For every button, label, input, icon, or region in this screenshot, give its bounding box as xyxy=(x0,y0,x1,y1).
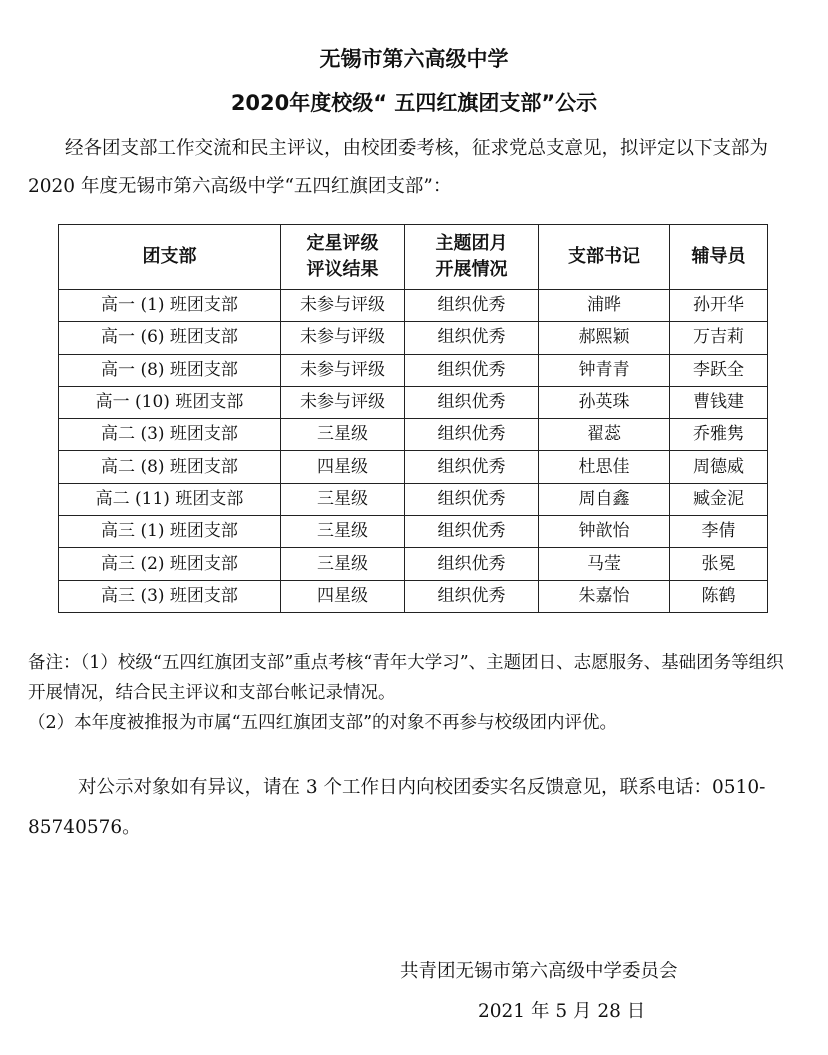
secretary-cell: 郝熙颖 xyxy=(539,322,670,354)
theme-month-cell: 组织优秀 xyxy=(405,419,539,451)
branch-cell: 高三 (2) 班团支部 xyxy=(59,548,281,580)
theme-month-cell: 组织优秀 xyxy=(405,354,539,386)
theme-month-cell: 组织优秀 xyxy=(405,290,539,322)
theme-month-cell: 组织优秀 xyxy=(405,322,539,354)
header-advisor: 辅导员 xyxy=(670,225,768,290)
table-row xyxy=(59,580,768,612)
star-rating-cell: 未参与评级 xyxy=(281,386,405,418)
star-rating-cell: 未参与评级 xyxy=(281,322,405,354)
table-row xyxy=(59,548,768,580)
secretary-cell: 周自鑫 xyxy=(539,483,670,515)
table-row xyxy=(59,322,768,354)
advisor-cell: 张冕 xyxy=(670,548,768,580)
table-row xyxy=(59,516,768,548)
notes-block xyxy=(28,648,798,738)
table-body xyxy=(59,290,768,613)
secretary-cell: 钟青青 xyxy=(539,354,670,386)
advisor-cell: 李跃全 xyxy=(670,354,768,386)
signature-organization: 共青团无锡市第六高级中学委员会 xyxy=(400,961,678,982)
announcement-title: 2020年度校级“ 五四红旗团支部”公示 xyxy=(230,91,598,115)
advisor-cell: 万吉莉 xyxy=(670,322,768,354)
table-row xyxy=(59,386,768,418)
secretary-cell: 翟蕊 xyxy=(539,419,670,451)
star-rating-cell: 三星级 xyxy=(281,516,405,548)
branch-cell: 高一 (6) 班团支部 xyxy=(59,322,281,354)
branch-cell: 高三 (1) 班团支部 xyxy=(59,516,281,548)
note-1: 备注：（1）校级“五四红旗团支部”重点考核“青年大学习”、主题团日、志愿服务、基础团务等组织开展情况，结合民主评议和支部台帐记录情况。 xyxy=(28,653,784,703)
advisor-cell: 曹钱建 xyxy=(670,386,768,418)
branch-cell: 高一 (10) 班团支部 xyxy=(59,386,281,418)
branch-cell: 高三 (3) 班团支部 xyxy=(59,580,281,612)
star-rating-cell: 四星级 xyxy=(281,580,405,612)
secretary-cell: 钟歆怡 xyxy=(539,516,670,548)
note-2: （2）本年度被推报为市属“五四红旗团支部”的对象不再参与校级团内评优。 xyxy=(28,713,618,733)
branch-cell: 高一 (1) 班团支部 xyxy=(59,290,281,322)
secretary-cell: 杜思佳 xyxy=(539,451,670,483)
secretary-cell: 浦晔 xyxy=(539,290,670,322)
header-row xyxy=(59,225,768,290)
branch-roster-table xyxy=(58,224,768,613)
table-header xyxy=(59,225,768,290)
table-row xyxy=(59,451,768,483)
branch-cell: 高二 (8) 班团支部 xyxy=(59,451,281,483)
secretary-cell: 孙英珠 xyxy=(539,386,670,418)
theme-month-cell: 组织优秀 xyxy=(405,483,539,515)
header-secretary: 支部书记 xyxy=(539,225,670,290)
table-row xyxy=(59,290,768,322)
branch-cell: 高一 (8) 班团支部 xyxy=(59,354,281,386)
secretary-cell: 马莹 xyxy=(539,548,670,580)
theme-month-cell: 组织优秀 xyxy=(405,451,539,483)
star-rating-cell: 未参与评级 xyxy=(281,354,405,386)
objection-paragraph: 对公示对象如有异议，请在 3 个工作日内向校团委实名反馈意见，联系电话：0510-85740576。 xyxy=(28,777,766,838)
star-rating-cell: 三星级 xyxy=(281,483,405,515)
branch-cell: 高二 (3) 班团支部 xyxy=(59,419,281,451)
advisor-cell: 孙开华 xyxy=(670,290,768,322)
star-rating-cell: 未参与评级 xyxy=(281,290,405,322)
advisor-cell: 陈鹤 xyxy=(670,580,768,612)
header-star-rating: 定星评级 评议结果 xyxy=(281,225,405,290)
star-rating-cell: 三星级 xyxy=(281,548,405,580)
table-row xyxy=(59,354,768,386)
theme-month-cell: 组织优秀 xyxy=(405,548,539,580)
theme-month-cell: 组织优秀 xyxy=(405,386,539,418)
school-name-title: 无锡市第六高级中学 xyxy=(319,47,509,71)
star-rating-cell: 三星级 xyxy=(281,419,405,451)
theme-month-cell: 组织优秀 xyxy=(405,580,539,612)
star-rating-cell: 四星级 xyxy=(281,451,405,483)
branch-cell: 高二 (11) 班团支部 xyxy=(59,483,281,515)
intro-paragraph: 经各团支部工作交流和民主评议，由校团委考核，征求党总支意见，拟评定以下支部为 2020 年度无锡市第六高级中学“五四红旗团支部”： xyxy=(28,138,769,197)
header-branch: 团支部 xyxy=(59,225,281,290)
advisor-cell: 周德威 xyxy=(670,451,768,483)
table-row xyxy=(59,419,768,451)
advisor-cell: 臧金泥 xyxy=(670,483,768,515)
table-row xyxy=(59,483,768,515)
secretary-cell: 朱嘉怡 xyxy=(539,580,670,612)
theme-month-cell: 组织优秀 xyxy=(405,516,539,548)
header-theme-month: 主题团月 开展情况 xyxy=(405,225,539,290)
advisor-cell: 乔雅隽 xyxy=(670,419,768,451)
advisor-cell: 李倩 xyxy=(670,516,768,548)
signature-date: 2021 年 5 月 28 日 xyxy=(478,1001,646,1022)
